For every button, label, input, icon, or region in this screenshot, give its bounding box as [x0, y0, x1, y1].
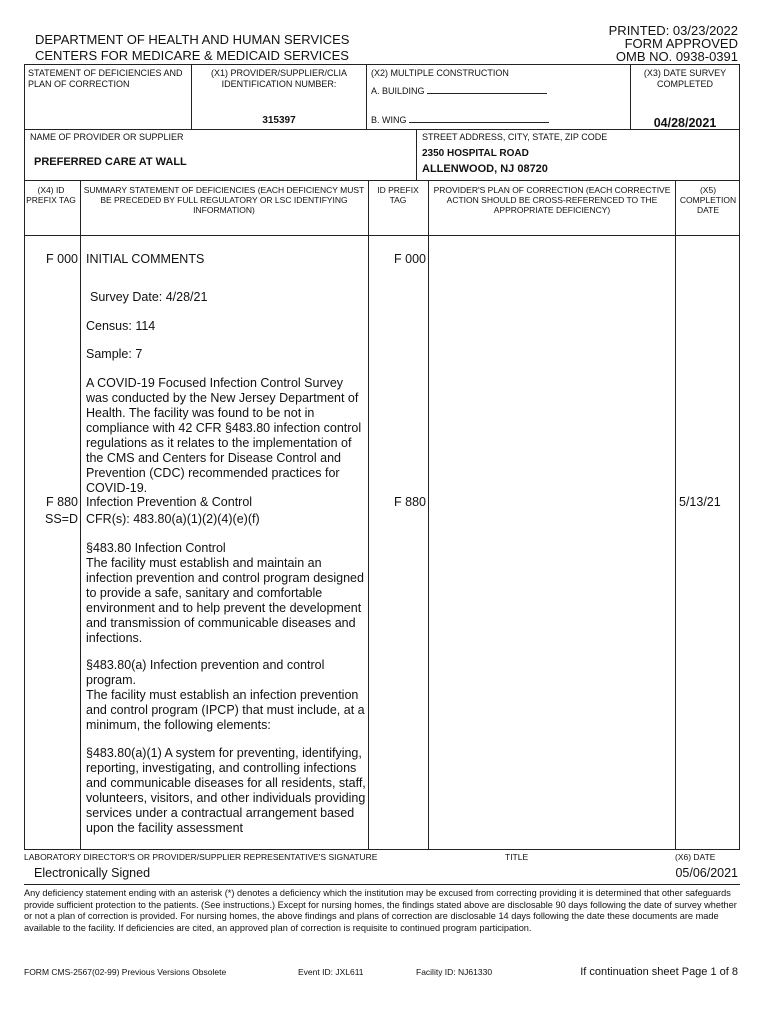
page-indicator: If continuation sheet Page 1 of 8 — [580, 966, 738, 978]
col-plan: PROVIDER'S PLAN OF CORRECTION (EACH CORRECTIVE ACTION SHOULD BE CROSS-REFERENCED TO THE APPROPRIATE DEFICIENCY) — [433, 185, 671, 215]
address-city: ALLENWOOD, NJ 08720 — [422, 163, 548, 175]
f880-tag-right: F 880 — [394, 495, 426, 509]
provider-label: NAME OF PROVIDER OR SUPPLIER — [30, 132, 184, 142]
signature-date: 05/06/2021 — [675, 866, 738, 880]
survey-date-completed: 04/28/2021 — [653, 116, 717, 130]
omb-number: OMB NO. 0938-0391 — [615, 49, 738, 64]
department-title: DEPARTMENT OF HEALTH AND HUMAN SERVICES — [35, 32, 350, 47]
wing-label: B. WING — [371, 113, 549, 126]
system-paragraph: §483.80(a)(1) A system for preventing, identifying, reporting, investigating, and controlling infections and communicable diseases for all residents, staff, volunteers, visitors, and other individuals providing services under a contractual arrangement based upon the facility assessment — [86, 746, 366, 835]
f000-title: INITIAL COMMENTS — [86, 252, 205, 266]
signature-date-label: (X6) DATE — [675, 852, 716, 862]
provider-number: 315397 — [262, 115, 296, 126]
f000-tag: F 000 — [46, 252, 78, 266]
census: Census: 114 — [86, 319, 156, 333]
f880-cfr: CFR(s): 483.80(a)(1)(2)(4)(e)(f) — [86, 512, 260, 526]
sample: Sample: 7 — [86, 347, 143, 361]
form-approved: FORM APPROVED — [624, 36, 738, 51]
f880-severity: SS=D — [44, 512, 78, 526]
statement-label: STATEMENT OF DEFICIENCIES AND PLAN OF CORRECTION — [28, 68, 183, 89]
signature-value: Electronically Signed — [34, 866, 151, 880]
col-x4: (X4) ID PREFIX TAG — [26, 185, 76, 205]
form-number: FORM CMS-2567(02-99) Previous Versions Obsolete — [24, 967, 227, 977]
f000-tag-right: F 000 — [394, 252, 426, 266]
f880-completion-date: 5/13/21 — [679, 495, 721, 509]
provider-name: PREFERRED CARE AT WALL — [34, 156, 187, 168]
footnote: Any deficiency statement ending with an asterisk (*) denotes a deficiency which the institution may be excused from correcting providing it is determined that other safeguards provide sufficient protection to the patients. (See instructions.) Except for nursing homes, the findings stated above are disclosable 90 days following the date of survey whether or not a plan of correction is provided. For nursing homes, the above findings and plans of correction are disclosable 14 days following the date these documents are made available to the facility. If deficiencies are cited, an approved plan of correction is requisite to continued program participation. — [24, 888, 737, 933]
f880-title: Infection Prevention & Control — [86, 495, 253, 509]
infection-control-paragraph: §483.80 Infection Control The facility must establish and maintain an infection prevention and control program designed to provide a safe, sanitary and comfortable environment and to help prevent the development and transmission of communicable diseases and infections. — [86, 541, 364, 645]
facility-id: Facility ID: NJ61330 — [416, 967, 493, 977]
title-label: TITLE — [505, 852, 529, 862]
signature-label: LABORATORY DIRECTOR'S OR PROVIDER/SUPPLIER REPRESENTATIVE'S SIGNATURE — [24, 852, 378, 862]
agency-title: CENTERS FOR MEDICARE & MEDICAID SERVICES — [35, 48, 349, 63]
col-summary: SUMMARY STATEMENT OF DEFICIENCIES (EACH DEFICIENCY MUST BE PRECEDED BY FULL REGULATORY OR LSC IDENTIFYING INFORMATION) — [83, 185, 365, 215]
ipcp-paragraph: §483.80(a) Infection prevention and control program. The facility must establish an infection prevention and control program (IPCP) that must include, at a minimum, the following elements: — [86, 658, 365, 732]
col-id-prefix: ID PREFIX TAG — [377, 185, 419, 205]
address-label: STREET ADDRESS, CITY, STATE, ZIP CODE — [422, 132, 608, 142]
x3-label: (X3) DATE SURVEY COMPLETED — [643, 68, 727, 89]
f880-tag: F 880 — [46, 495, 78, 509]
x2-label: (X2) MULTIPLE CONSTRUCTION — [371, 68, 509, 78]
covid-paragraph: A COVID-19 Focused Infection Control Survey was conducted by the New Jersey Department of Health. The facility was found to be not in compliance with 42 CFR §483.80 infection control regulations as it relates to the implementation of the CMS and Centers for Disease Control and Prevention (CDC) recommended practices for COVID-19. — [86, 376, 362, 495]
survey-date: Survey Date: 4/28/21 — [90, 290, 208, 304]
building-label: A. BUILDING — [371, 84, 547, 97]
event-id: Event ID: JXL611 — [298, 967, 364, 977]
printed-date: PRINTED: 03/23/2022 — [608, 23, 738, 38]
col-x5: (X5) COMPLETION DATE — [679, 185, 737, 215]
x1-label: (X1) PROVIDER/SUPPLIER/CLIA IDENTIFICATION NUMBER: — [210, 68, 348, 89]
address-street: 2350 HOSPITAL ROAD — [422, 148, 529, 159]
